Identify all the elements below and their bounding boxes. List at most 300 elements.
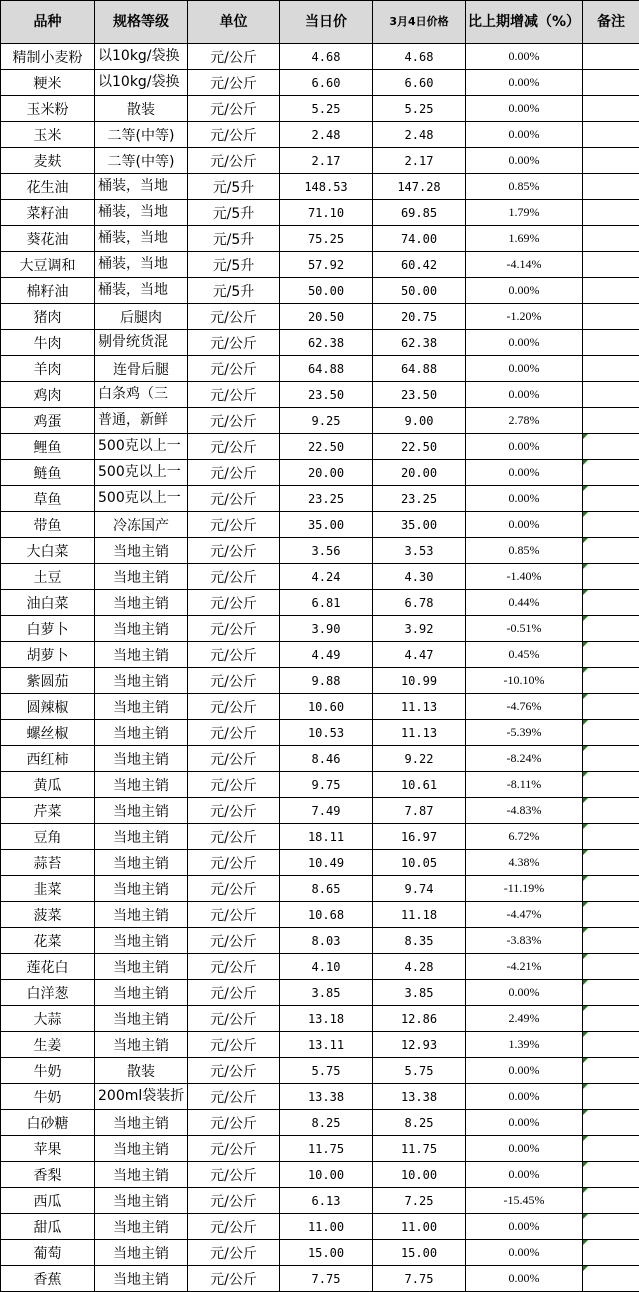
cell-change: 2.49% <box>466 1006 583 1032</box>
cell-spec: 当地主销 <box>95 1136 188 1162</box>
cell-note <box>583 928 639 954</box>
cell-unit: 元/公斤 <box>188 44 280 70</box>
cell-name: 菜籽油 <box>1 200 95 226</box>
cell-spec: 后腿肉 <box>95 304 188 330</box>
cell-note <box>583 330 639 356</box>
cell-prev-price: 4.47 <box>373 642 466 668</box>
cell-change: 0.00% <box>466 512 583 538</box>
cell-name: 螺丝椒 <box>1 720 95 746</box>
cell-unit: 元/公斤 <box>188 590 280 616</box>
table-row <box>1 1110 639 1136</box>
cell-price: 10.53 <box>280 720 373 746</box>
cell-name: 大蒜 <box>1 1006 95 1032</box>
cell-change: 0.00% <box>466 1214 583 1240</box>
cell-price: 8.25 <box>280 1110 373 1136</box>
table-row <box>1 798 639 824</box>
cell-spec: 散装 <box>95 96 188 122</box>
cell-note <box>583 772 639 798</box>
cell-unit: 元/公斤 <box>188 954 280 980</box>
cell-note <box>583 720 639 746</box>
cell-name: 鲤鱼 <box>1 434 95 460</box>
header-name: 品种 <box>1 1 95 44</box>
cell-name: 白砂糖 <box>1 1110 95 1136</box>
table-row <box>1 148 639 174</box>
cell-spec <box>95 408 188 434</box>
table-row <box>1 1136 639 1162</box>
cell-unit: 元/5升 <box>188 174 280 200</box>
cell-unit: 元/5升 <box>188 252 280 278</box>
cell-prev-price: 4.68 <box>373 44 466 70</box>
cell-price: 23.50 <box>280 382 373 408</box>
cell-change: 0.00% <box>466 356 583 382</box>
cell-price: 7.75 <box>280 1266 373 1292</box>
cell-note <box>583 902 639 928</box>
cell-spec: 当地主销 <box>95 616 188 642</box>
cell-note <box>583 1058 639 1084</box>
cell-unit: 元/公斤 <box>188 1032 280 1058</box>
table-row <box>1 824 639 850</box>
cell-name: 西瓜 <box>1 1188 95 1214</box>
cell-spec-text: 桶装，当地 <box>98 226 187 248</box>
cell-spec: 当地主销 <box>95 746 188 772</box>
cell-price: 10.00 <box>280 1162 373 1188</box>
cell-prev-price: 22.50 <box>373 434 466 460</box>
cell-change: -1.40% <box>466 564 583 590</box>
cell-change: 0.00% <box>466 980 583 1006</box>
cell-spec <box>95 70 188 96</box>
cell-prev-price: 3.85 <box>373 980 466 1006</box>
cell-note <box>583 1266 639 1292</box>
cell-unit: 元/公斤 <box>188 850 280 876</box>
table-row <box>1 668 639 694</box>
table-row <box>1 1240 639 1266</box>
cell-name: 牛肉 <box>1 330 95 356</box>
cell-note <box>583 980 639 1006</box>
table-row <box>1 356 639 382</box>
cell-note <box>583 408 639 434</box>
cell-price: 4.68 <box>280 44 373 70</box>
cell-note <box>583 668 639 694</box>
cell-price: 22.50 <box>280 434 373 460</box>
cell-prev-price: 7.75 <box>373 1266 466 1292</box>
cell-spec: 当地主销 <box>95 850 188 876</box>
cell-spec: 当地主销 <box>95 954 188 980</box>
table-row <box>1 486 639 512</box>
cell-price: 18.11 <box>280 824 373 850</box>
cell-spec-text: 500克以上一 <box>98 460 187 482</box>
cell-note <box>583 564 639 590</box>
cell-prev-price: 3.53 <box>373 538 466 564</box>
cell-unit: 元/公斤 <box>188 1162 280 1188</box>
cell-spec <box>95 44 188 70</box>
cell-name: 牛奶 <box>1 1058 95 1084</box>
cell-spec: 当地主销 <box>95 1162 188 1188</box>
cell-change: 0.44% <box>466 590 583 616</box>
cell-price: 10.68 <box>280 902 373 928</box>
cell-spec: 当地主销 <box>95 564 188 590</box>
cell-spec: 当地主销 <box>95 798 188 824</box>
cell-spec: 当地主销 <box>95 876 188 902</box>
cell-prev-price: 9.22 <box>373 746 466 772</box>
cell-price: 4.24 <box>280 564 373 590</box>
header-change: 比上期增减（%） <box>466 1 583 44</box>
cell-note <box>583 876 639 902</box>
cell-spec <box>95 1084 188 1110</box>
cell-unit: 元/公斤 <box>188 486 280 512</box>
cell-prev-price: 11.00 <box>373 1214 466 1240</box>
cell-name: 粳米 <box>1 70 95 96</box>
cell-name: 羊肉 <box>1 356 95 382</box>
cell-prev-price: 15.00 <box>373 1240 466 1266</box>
cell-name: 白萝卜 <box>1 616 95 642</box>
cell-spec: 当地主销 <box>95 1110 188 1136</box>
cell-spec: 当地主销 <box>95 1006 188 1032</box>
table-row <box>1 44 639 70</box>
table-row <box>1 1058 639 1084</box>
cell-change: 0.00% <box>466 486 583 512</box>
table-row <box>1 772 639 798</box>
cell-note <box>583 460 639 486</box>
cell-spec <box>95 226 188 252</box>
cell-spec: 当地主销 <box>95 668 188 694</box>
cell-name: 土豆 <box>1 564 95 590</box>
cell-prev-price: 35.00 <box>373 512 466 538</box>
cell-change: -1.20% <box>466 304 583 330</box>
cell-price: 8.03 <box>280 928 373 954</box>
cell-note <box>583 694 639 720</box>
cell-price: 64.88 <box>280 356 373 382</box>
cell-change: 2.78% <box>466 408 583 434</box>
cell-unit: 元/公斤 <box>188 460 280 486</box>
cell-spec: 当地主销 <box>95 590 188 616</box>
cell-change: -8.11% <box>466 772 583 798</box>
cell-prev-price: 16.97 <box>373 824 466 850</box>
cell-change: 0.00% <box>466 1084 583 1110</box>
cell-change: -3.83% <box>466 928 583 954</box>
cell-note <box>583 954 639 980</box>
table-row <box>1 1214 639 1240</box>
cell-prev-price: 64.88 <box>373 356 466 382</box>
cell-name: 花菜 <box>1 928 95 954</box>
cell-prev-price: 4.30 <box>373 564 466 590</box>
cell-unit: 元/公斤 <box>188 616 280 642</box>
cell-note <box>583 1136 639 1162</box>
cell-prev-price: 23.25 <box>373 486 466 512</box>
cell-unit: 元/5升 <box>188 200 280 226</box>
cell-change: 1.39% <box>466 1032 583 1058</box>
table-row <box>1 876 639 902</box>
table-row <box>1 1084 639 1110</box>
cell-unit: 元/公斤 <box>188 980 280 1006</box>
header-price: 当日价 <box>280 1 373 44</box>
cell-change: 0.00% <box>466 1240 583 1266</box>
cell-price: 10.60 <box>280 694 373 720</box>
cell-prev-price: 7.25 <box>373 1188 466 1214</box>
cell-change: -15.45% <box>466 1188 583 1214</box>
cell-price: 148.53 <box>280 174 373 200</box>
cell-unit: 元/公斤 <box>188 1240 280 1266</box>
cell-name: 大白菜 <box>1 538 95 564</box>
cell-note <box>583 1110 639 1136</box>
cell-unit: 元/公斤 <box>188 1058 280 1084</box>
cell-price: 5.75 <box>280 1058 373 1084</box>
table-row <box>1 1188 639 1214</box>
cell-price: 13.18 <box>280 1006 373 1032</box>
cell-unit: 元/公斤 <box>188 1188 280 1214</box>
cell-prev-price: 10.61 <box>373 772 466 798</box>
cell-prev-price: 12.93 <box>373 1032 466 1058</box>
cell-spec <box>95 252 188 278</box>
header-spec: 规格等级 <box>95 1 188 44</box>
cell-name: 玉米 <box>1 122 95 148</box>
cell-spec-text: 500克以上一 <box>98 486 187 508</box>
cell-name: 香蕉 <box>1 1266 95 1292</box>
cell-prev-price: 11.13 <box>373 694 466 720</box>
cell-prev-price: 2.48 <box>373 122 466 148</box>
cell-prev-price: 11.75 <box>373 1136 466 1162</box>
cell-unit: 元/公斤 <box>188 902 280 928</box>
table-row <box>1 694 639 720</box>
cell-prev-price: 5.75 <box>373 1058 466 1084</box>
cell-note <box>583 798 639 824</box>
cell-spec-text: 以10kg/袋换 <box>98 44 187 66</box>
cell-price: 4.10 <box>280 954 373 980</box>
cell-prev-price: 9.00 <box>373 408 466 434</box>
cell-spec: 当地主销 <box>95 1266 188 1292</box>
cell-note <box>583 356 639 382</box>
cell-spec: 当地主销 <box>95 720 188 746</box>
cell-name: 芹菜 <box>1 798 95 824</box>
cell-price: 4.49 <box>280 642 373 668</box>
cell-unit: 元/公斤 <box>188 538 280 564</box>
cell-change: 0.00% <box>466 70 583 96</box>
table-row <box>1 642 639 668</box>
table-row <box>1 252 639 278</box>
cell-change: 0.45% <box>466 642 583 668</box>
cell-name: 大豆调和 <box>1 252 95 278</box>
table-row <box>1 850 639 876</box>
cell-price: 71.10 <box>280 200 373 226</box>
cell-change: 0.00% <box>466 1162 583 1188</box>
cell-unit: 元/公斤 <box>188 148 280 174</box>
cell-prev-price: 147.28 <box>373 174 466 200</box>
cell-change: 0.00% <box>466 278 583 304</box>
cell-spec: 当地主销 <box>95 642 188 668</box>
cell-note <box>583 252 639 278</box>
cell-note <box>583 850 639 876</box>
cell-unit: 元/公斤 <box>188 746 280 772</box>
cell-spec: 连骨后腿 <box>95 356 188 382</box>
table-row <box>1 460 639 486</box>
cell-spec-text: 白条鸡（三 <box>98 382 187 404</box>
cell-name: 花生油 <box>1 174 95 200</box>
cell-spec: 当地主销 <box>95 1032 188 1058</box>
cell-change: 0.85% <box>466 174 583 200</box>
cell-spec-text: 剔骨统货混 <box>98 330 187 352</box>
cell-name: 西红柿 <box>1 746 95 772</box>
cell-change: 0.00% <box>466 382 583 408</box>
cell-note <box>583 1006 639 1032</box>
table-row <box>1 278 639 304</box>
cell-spec <box>95 382 188 408</box>
cell-note <box>583 1240 639 1266</box>
cell-unit: 元/公斤 <box>188 824 280 850</box>
cell-price: 6.60 <box>280 70 373 96</box>
cell-change: 0.00% <box>466 96 583 122</box>
cell-name: 带鱼 <box>1 512 95 538</box>
table-body <box>1 44 639 1292</box>
cell-prev-price: 12.86 <box>373 1006 466 1032</box>
cell-unit: 元/公斤 <box>188 304 280 330</box>
table-row <box>1 980 639 1006</box>
cell-unit: 元/公斤 <box>188 434 280 460</box>
cell-unit: 元/公斤 <box>188 694 280 720</box>
cell-spec: 二等(中等) <box>95 148 188 174</box>
cell-name: 菠菜 <box>1 902 95 928</box>
cell-unit: 元/公斤 <box>188 356 280 382</box>
cell-price: 15.00 <box>280 1240 373 1266</box>
cell-spec <box>95 174 188 200</box>
cell-change: 0.00% <box>466 434 583 460</box>
cell-note <box>583 1084 639 1110</box>
cell-name: 油白菜 <box>1 590 95 616</box>
table-row <box>1 174 639 200</box>
cell-change: 0.00% <box>466 1266 583 1292</box>
cell-spec: 当地主销 <box>95 980 188 1006</box>
cell-spec: 当地主销 <box>95 538 188 564</box>
table-row <box>1 538 639 564</box>
cell-prev-price: 10.00 <box>373 1162 466 1188</box>
cell-change: 4.38% <box>466 850 583 876</box>
cell-prev-price: 8.35 <box>373 928 466 954</box>
table-row <box>1 746 639 772</box>
cell-change: 0.00% <box>466 44 583 70</box>
cell-unit: 元/公斤 <box>188 1084 280 1110</box>
cell-spec: 当地主销 <box>95 1240 188 1266</box>
table-row <box>1 382 639 408</box>
cell-spec: 当地主销 <box>95 928 188 954</box>
cell-note <box>583 96 639 122</box>
cell-change: -4.83% <box>466 798 583 824</box>
table-row <box>1 304 639 330</box>
cell-price: 7.49 <box>280 798 373 824</box>
cell-spec-text: 桶装，当地 <box>98 278 187 300</box>
cell-spec-text: 以10kg/袋换 <box>98 70 187 92</box>
cell-price: 75.25 <box>280 226 373 252</box>
cell-note <box>583 1162 639 1188</box>
table-row <box>1 1162 639 1188</box>
table-row <box>1 70 639 96</box>
cell-spec: 当地主销 <box>95 824 188 850</box>
cell-note <box>583 304 639 330</box>
cell-unit: 元/公斤 <box>188 642 280 668</box>
cell-name: 生姜 <box>1 1032 95 1058</box>
cell-change: 6.72% <box>466 824 583 850</box>
cell-note <box>583 642 639 668</box>
cell-name: 牛奶 <box>1 1084 95 1110</box>
cell-prev-price: 8.25 <box>373 1110 466 1136</box>
cell-unit: 元/公斤 <box>188 382 280 408</box>
table-row <box>1 902 639 928</box>
cell-change: 0.85% <box>466 538 583 564</box>
cell-prev-price: 4.28 <box>373 954 466 980</box>
cell-change: -0.51% <box>466 616 583 642</box>
cell-price: 6.13 <box>280 1188 373 1214</box>
cell-note <box>583 616 639 642</box>
table-row <box>1 1266 639 1292</box>
cell-unit: 元/公斤 <box>188 1266 280 1292</box>
cell-note <box>583 44 639 70</box>
table-row <box>1 564 639 590</box>
cell-unit: 元/公斤 <box>188 798 280 824</box>
cell-change: -10.10% <box>466 668 583 694</box>
table-row <box>1 928 639 954</box>
cell-change: -4.76% <box>466 694 583 720</box>
cell-note <box>583 226 639 252</box>
cell-unit: 元/公斤 <box>188 1110 280 1136</box>
cell-unit: 元/公斤 <box>188 928 280 954</box>
cell-name: 猪肉 <box>1 304 95 330</box>
cell-name: 黄瓜 <box>1 772 95 798</box>
cell-name: 甜瓜 <box>1 1214 95 1240</box>
cell-spec: 当地主销 <box>95 694 188 720</box>
table-row <box>1 408 639 434</box>
cell-price: 5.25 <box>280 96 373 122</box>
cell-prev-price: 10.99 <box>373 668 466 694</box>
cell-price: 62.38 <box>280 330 373 356</box>
cell-note <box>583 1188 639 1214</box>
cell-change: 1.69% <box>466 226 583 252</box>
cell-unit: 元/公斤 <box>188 122 280 148</box>
cell-change: 0.00% <box>466 460 583 486</box>
cell-name: 蒜苔 <box>1 850 95 876</box>
cell-note <box>583 174 639 200</box>
header-note: 备注 <box>583 1 639 44</box>
cell-name: 莲花白 <box>1 954 95 980</box>
cell-name: 白洋葱 <box>1 980 95 1006</box>
cell-unit: 元/公斤 <box>188 1136 280 1162</box>
table-row <box>1 200 639 226</box>
cell-name: 苹果 <box>1 1136 95 1162</box>
cell-name: 葵花油 <box>1 226 95 252</box>
cell-price: 57.92 <box>280 252 373 278</box>
cell-price: 23.25 <box>280 486 373 512</box>
cell-price: 20.50 <box>280 304 373 330</box>
cell-spec-text: 500克以上一 <box>98 434 187 456</box>
cell-name: 圆辣椒 <box>1 694 95 720</box>
table-row <box>1 954 639 980</box>
cell-spec-text: 普通，新鲜 <box>98 408 187 430</box>
cell-prev-price: 3.92 <box>373 616 466 642</box>
cell-change: 1.79% <box>466 200 583 226</box>
cell-price: 9.75 <box>280 772 373 798</box>
cell-name: 精制小麦粉 <box>1 44 95 70</box>
cell-unit: 元/公斤 <box>188 1214 280 1240</box>
cell-unit: 元/公斤 <box>188 564 280 590</box>
cell-change: -11.19% <box>466 876 583 902</box>
cell-price: 50.00 <box>280 278 373 304</box>
cell-prev-price: 5.25 <box>373 96 466 122</box>
cell-name: 棉籽油 <box>1 278 95 304</box>
table-row <box>1 1032 639 1058</box>
cell-prev-price: 7.87 <box>373 798 466 824</box>
cell-name: 草鱼 <box>1 486 95 512</box>
cell-prev-price: 20.75 <box>373 304 466 330</box>
cell-price: 3.85 <box>280 980 373 1006</box>
cell-unit: 元/公斤 <box>188 720 280 746</box>
table-row <box>1 1006 639 1032</box>
cell-spec <box>95 200 188 226</box>
